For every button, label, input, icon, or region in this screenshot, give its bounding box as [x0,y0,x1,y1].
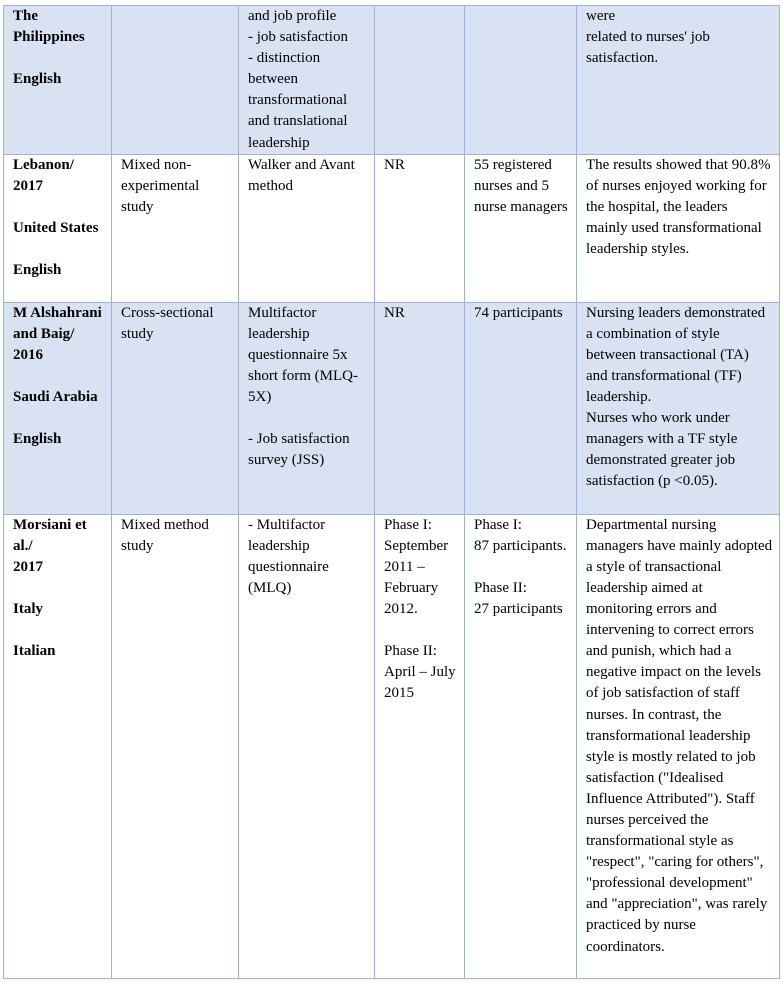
country-year-language-cell: M Alshahrani and Baig/ 2016 Saudi Arabia English [4,302,112,514]
instrument-cell: - Multifactor leadership questionnaire (MLQ) [239,514,375,978]
literature-review-table [3,5,780,979]
study-design-cell: Mixed method study [112,514,239,978]
study-period-cell [375,6,465,155]
country-year-language-cell: Morsiani et al./ 2017 Italy Italian [4,514,112,978]
instrument-cell: Walker and Avant method [239,154,375,302]
table-row [4,154,780,302]
study-period-cell: NR [375,154,465,302]
instrument-cell: Multifactor leadership questionnaire 5x short form (MLQ-5X) - Job satisfaction survey (JSS) [239,302,375,514]
country-year-language-cell: Lebanon/ 2017 United States English [4,154,112,302]
instrument-cell: and job profile - job satisfaction - distinction between transformational and translational leadership [239,6,375,155]
country-year-language-cell: The Philippines English [4,6,112,155]
findings-cell: Departmental nursing managers have mainly adopted a style of transactional leadership aimed at monitoring errors and intervening to correct errors and punish, which had a negative impact on the levels of job satisfaction of staff nurses. In contrast, the transformational leadership style is mostly related to job satisfaction ("Idealised Influence Attributed"). Staff nurses perceived the transformational style as "respect", "caring for others", "professional development" and "appreciation", was rarely practiced by nurse coordinators. [577,514,780,978]
findings-cell: were related to nurses' job satisfaction. [577,6,780,155]
sample-cell: 55 registered nurses and 5 nurse managers [465,154,577,302]
table-row [4,6,780,155]
study-design-cell: Mixed non-experimental study [112,154,239,302]
sample-cell: 74 participants [465,302,577,514]
sample-cell: Phase I: 87 participants. Phase II: 27 participants [465,514,577,978]
table-row [4,302,780,514]
study-period-cell: NR [375,302,465,514]
findings-cell: Nursing leaders demonstrated a combination of style between transactional (TA) and transformational (TF) leadership. Nurses who work under managers with a TF style demonstrated greater job satisfaction (p <0.05). [577,302,780,514]
study-period-cell: Phase I: September 2011 – February 2012. Phase II: April – July 2015 [375,514,465,978]
sample-cell [465,6,577,155]
findings-cell: The results showed that 90.8% of nurses enjoyed working for the hospital, the leaders mainly used transformational leadership styles. [577,154,780,302]
study-design-cell [112,6,239,155]
study-design-cell: Cross-sectional study [112,302,239,514]
table-row [4,514,780,978]
